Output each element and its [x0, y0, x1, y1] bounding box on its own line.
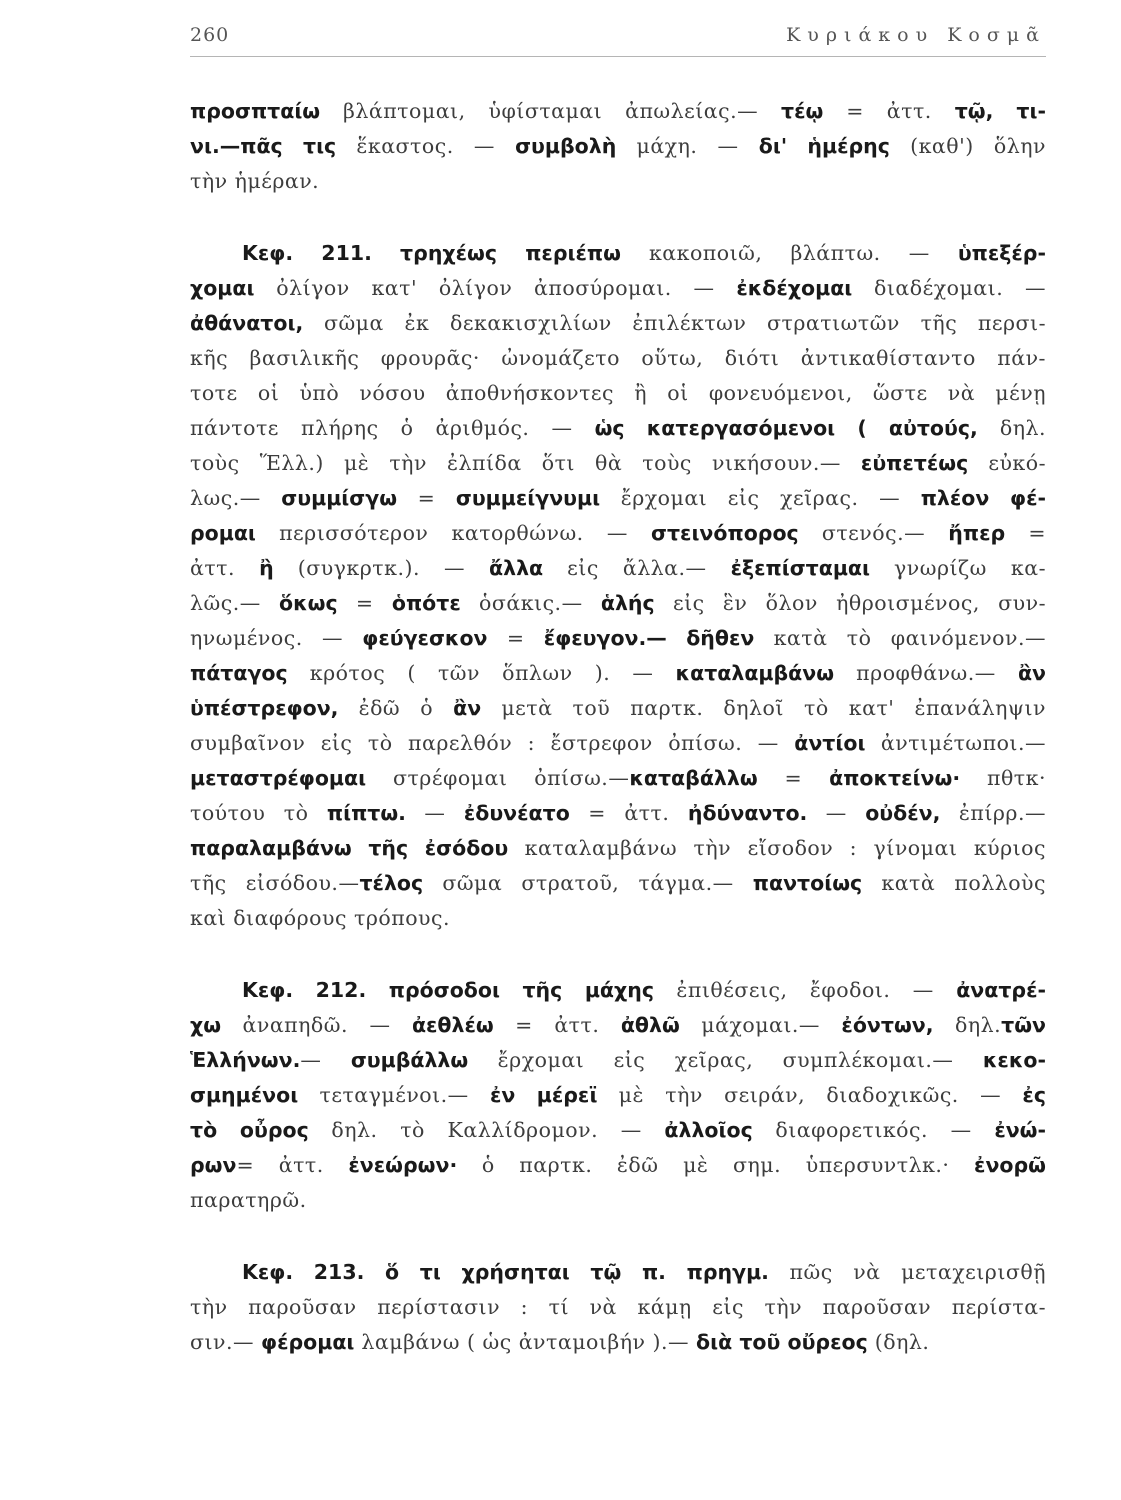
gloss-text: περισσότερον κατορθώνω. — — [255, 521, 651, 545]
headword: ὁπότε — [391, 591, 461, 615]
gloss-text: γνωρίζω κα- — [870, 556, 1046, 580]
gloss-text: κρότος ( τῶν ὅπλων ). — — [287, 661, 676, 685]
headword: ἐδυνέατο — [463, 801, 570, 825]
gloss-text: = — [757, 766, 830, 790]
text-line — [190, 236, 1046, 271]
text-line — [190, 411, 1046, 446]
text-line — [190, 586, 1046, 621]
text-line — [190, 376, 1046, 411]
headword: ἀθάνατοι, — [190, 311, 304, 335]
glossary-paragraph — [190, 973, 1046, 1218]
gloss-text: λως.— — [190, 486, 282, 510]
text-line — [190, 306, 1046, 341]
headword: Ἑλλήνων. — [190, 1048, 301, 1072]
text-line — [190, 656, 1046, 691]
text-line — [190, 796, 1046, 831]
glossary-body — [190, 94, 1046, 1360]
headword: ὑπέστρεφον, — [190, 696, 339, 720]
headword: οὐδέν, — [865, 801, 941, 825]
paragraph-gap — [190, 199, 1046, 236]
headword: μεταστρέφομαι — [190, 766, 367, 790]
text-line — [190, 621, 1046, 656]
gloss-text: διαφορετικός. — — [752, 1118, 995, 1142]
headword: πίπτω. — [326, 801, 406, 825]
gloss-text: ὁσάκις.— — [460, 591, 601, 615]
headword: ἐνεώρων· — [348, 1153, 458, 1177]
text-line — [190, 1325, 1046, 1360]
headword: ἢ — [259, 556, 274, 580]
headword: ἠδύναντο. — [687, 801, 808, 825]
headword: κεκο- — [982, 1048, 1046, 1072]
gloss-text: συμβαῖνον εἰς τὸ παρελθόν : ἔστρεφον ὀπίσω. — — [190, 731, 795, 755]
gloss-text: τούτου τὸ — [190, 801, 327, 825]
gloss-text: σῶμα ἐκ δεκακισχιλίων ἐπιλέκτων στρατιωτῶν τῆς περσι- — [303, 311, 1046, 335]
headword: στεινόπορος — [650, 521, 799, 545]
headword: ἐξεπίσταμαι — [730, 556, 871, 580]
gloss-text: ἔρχομαι εἰς χεῖρας. — — [600, 486, 921, 510]
text-line — [190, 481, 1046, 516]
gloss-text: ἐπιθέσεις, ἔφοδοι. — — [653, 978, 957, 1002]
gloss-text: δηλ. — [977, 416, 1046, 440]
headword: τὸ οὖρος — [190, 1118, 309, 1142]
gloss-text: τοὺς Ἕλλ.) μὲ τὴν ἐλπίδα ὅτι θὰ τοὺς νικήσουν.— — [190, 451, 861, 475]
gloss-text: παρατηρῶ. — [190, 1188, 307, 1212]
glossary-paragraph — [190, 94, 1046, 199]
text-line — [190, 866, 1046, 901]
text-line — [190, 726, 1046, 761]
book-page — [190, 18, 1046, 1478]
gloss-text: μάχη. — — [616, 134, 759, 158]
headword: ἀποκτείνω· — [829, 766, 961, 790]
headword: ἀνατρέ- — [956, 978, 1046, 1002]
headword: ἔφευγον.— δῆθεν — [543, 626, 755, 650]
gloss-text: = — [397, 486, 456, 510]
headword: ὅκως — [279, 591, 338, 615]
gloss-text: (καθ') ὅλην — [889, 134, 1046, 158]
text-line — [190, 1008, 1046, 1043]
headword: συμμείγνυμι — [455, 486, 601, 510]
text-line — [190, 446, 1046, 481]
gloss-text: καὶ διαφόρους τρόπους. — [190, 906, 450, 930]
gloss-text: ἐπίρρ.— — [940, 801, 1046, 825]
headword: χω — [190, 1013, 222, 1037]
gloss-text: ἀντιμέτωποι.— — [865, 731, 1046, 755]
headword: ἐς — [1022, 1083, 1046, 1107]
paragraph-gap — [190, 1218, 1046, 1255]
gloss-text: ἕκαστος. — — [336, 134, 516, 158]
headword: παντοίως — [752, 871, 863, 895]
gloss-text: κῆς βασιλικῆς φρουρᾶς· ὠνομάζετο οὕτω, διότι ἀντικαθίσταντο πάν- — [190, 346, 1046, 370]
headword: Κεφ. 213. ὅ τι χρήσηται τῷ π. πρηγμ. — [242, 1260, 769, 1284]
text-line — [190, 1255, 1046, 1290]
headword: τῷ, τι- — [954, 99, 1046, 123]
text-line — [190, 551, 1046, 586]
text-line — [190, 94, 1046, 129]
text-line — [190, 761, 1046, 796]
gloss-text: ηνωμένος. — — [190, 626, 363, 650]
headword: φέρομαι — [261, 1330, 355, 1354]
text-line — [190, 164, 1046, 199]
gloss-text: = ἀττ. — [823, 99, 955, 123]
headword: συμμίσγω — [281, 486, 398, 510]
gloss-text: πάντοτε πλήρης ὁ ἀριθμός. — — [190, 416, 595, 440]
headword: ρομαι — [190, 521, 256, 545]
gloss-text: = ἀττ. — [569, 801, 688, 825]
headword: συμβολὴ — [515, 134, 617, 158]
gloss-text: (δηλ. — [867, 1330, 930, 1354]
gloss-text: = ἀττ. — [493, 1013, 621, 1037]
headword: ἐνώ- — [994, 1118, 1046, 1142]
headword: Κεφ. 212. πρόσοδοι τῆς μάχης — [242, 978, 654, 1002]
headword: δι' ἡμέρης — [758, 134, 890, 158]
gloss-text: = ἀττ. — [236, 1153, 349, 1177]
text-line — [190, 271, 1046, 306]
gloss-text: διαδέχομαι. — — [852, 276, 1046, 300]
headword: ἀθλῶ — [620, 1013, 680, 1037]
gloss-text: προφθάνω.— — [834, 661, 1018, 685]
headword: ἀεθλέω — [411, 1013, 494, 1037]
gloss-text: = — [487, 626, 544, 650]
page-number: 260 — [190, 24, 230, 46]
gloss-text: (συγκρτκ.). — — [273, 556, 490, 580]
gloss-text: ὀλίγον κατ' ὀλίγον ἀποσύρομαι. — — [254, 276, 737, 300]
gloss-text: ἐδῶ ὁ — [338, 696, 454, 720]
gloss-text: μετὰ τοῦ παρτκ. δηλοῖ τὸ κατ' ἐπανάληψιν — [481, 696, 1046, 720]
gloss-text: ὁ παρτκ. ἐδῶ μὲ σημ. ὑπερσυντλκ.· — [457, 1153, 975, 1177]
headword: ἤπερ — [948, 521, 1006, 545]
text-line — [190, 516, 1046, 551]
headword: διὰ τοῦ οὔρεος — [696, 1330, 868, 1354]
text-line — [190, 691, 1046, 726]
text-line — [190, 1043, 1046, 1078]
gloss-text: — — [300, 1048, 351, 1072]
gloss-text: εἰς ἄλλα.— — [543, 556, 731, 580]
gloss-text: εὐκό- — [968, 451, 1046, 475]
headword: τῶν — [1001, 1013, 1046, 1037]
headword: ἀντίοι — [794, 731, 866, 755]
gloss-text: μάχομαι.— — [679, 1013, 842, 1037]
headword: φεύγεσκον — [362, 626, 488, 650]
gloss-text: τοτε οἱ ὑπὸ νόσου ἀποθνήσκοντες ἢ οἱ φονευόμενοι, ὥστε νὰ μένῃ — [190, 381, 1046, 405]
headword: πάταγος — [190, 661, 288, 685]
text-line — [190, 901, 1046, 936]
gloss-text: πῶς νὰ μεταχειρισθῇ — [768, 1260, 1046, 1284]
headword: πλέον φέ- — [920, 486, 1046, 510]
gloss-text: = — [1005, 521, 1046, 545]
headword: προσπταίω — [190, 99, 321, 123]
gloss-text: σιν.— — [190, 1330, 262, 1354]
gloss-text: τὴν ἡμέραν. — [190, 169, 320, 193]
headword: ἐν μέρεϊ — [489, 1083, 598, 1107]
gloss-text: κακοποιῶ, βλάπτω. — — [620, 241, 958, 265]
gloss-text: — — [807, 801, 866, 825]
paragraph-gap — [190, 936, 1046, 973]
text-line — [190, 1183, 1046, 1218]
gloss-text: κατὰ πολλοὺς — [862, 871, 1046, 895]
text-line — [190, 831, 1046, 866]
running-header — [190, 18, 1046, 57]
headword: τέῳ — [781, 99, 824, 123]
headword: συμβάλλω — [350, 1048, 469, 1072]
headword: ἐόντων, — [841, 1013, 934, 1037]
gloss-text: εἰς ἓν ὅλον ἠθροισμένος, συν- — [654, 591, 1046, 615]
gloss-text: = — [337, 591, 392, 615]
headword: χομαι — [190, 276, 255, 300]
headword: ἂν — [1017, 661, 1046, 685]
text-line — [190, 973, 1046, 1008]
gloss-text: τὴν παροῦσαν περίστασιν : τί νὰ κάμῃ εἰς τὴν παροῦσαν περίστα- — [190, 1295, 1046, 1319]
headword: καταβάλλω — [629, 766, 758, 790]
headword: ἂν — [453, 696, 482, 720]
gloss-text: κατὰ τὸ φαινόμενον.— — [754, 626, 1046, 650]
text-line — [190, 341, 1046, 376]
gloss-text: βλάπτομαι, ὑφίσταμαι ἀπωλείας.— — [320, 99, 782, 123]
headword: Κεφ. 211. τρηχέως περιέπω — [242, 241, 621, 265]
text-line — [190, 1148, 1046, 1183]
text-line — [190, 129, 1046, 164]
gloss-text: τεταγμένοι.— — [298, 1083, 490, 1107]
glossary-paragraph — [190, 236, 1046, 936]
text-line — [190, 1078, 1046, 1113]
gloss-text: λαμβάνω ( ὡς ἀνταμοιβήν ).— — [354, 1330, 697, 1354]
gloss-text: ἀναπηδῶ. — — [221, 1013, 412, 1037]
headword: ὡς κατεργασόμενοι ( αὐτούς, — [594, 416, 978, 440]
gloss-text: τῆς εἰσόδου.— — [190, 871, 360, 895]
gloss-text: λῶς.— — [190, 591, 279, 615]
headword: τέλος — [359, 871, 424, 895]
gloss-text: πθτκ· — [960, 766, 1046, 790]
gloss-text: δηλ. τὸ Καλλίδρομον. — — [308, 1118, 665, 1142]
gloss-text: καταλαμβάνω τὴν εἴσοδον : γίνομαι κύριος — [508, 836, 1046, 860]
gloss-text: στρέφομαι ὀπίσω.— — [366, 766, 630, 790]
headword: εὐπετέως — [860, 451, 969, 475]
gloss-text: στενός.— — [798, 521, 949, 545]
gloss-text: δηλ. — [933, 1013, 1002, 1037]
headword: ἁλής — [600, 591, 655, 615]
glossary-paragraph — [190, 1255, 1046, 1360]
gloss-text: — — [405, 801, 464, 825]
gloss-text: ἔρχομαι εἰς χεῖρας, συμπλέκομαι.— — [468, 1048, 983, 1072]
headword: ἐκδέχομαι — [736, 276, 853, 300]
headword: νι.—πᾶς τις — [190, 134, 337, 158]
headword: ἀλλοῖος — [664, 1118, 753, 1142]
headword: ρων — [190, 1153, 237, 1177]
text-line — [190, 1290, 1046, 1325]
headword: παραλαμβάνω τῆς ἐσόδου — [190, 836, 509, 860]
gloss-text: σῶμα στρατοῦ, τάγμα.— — [423, 871, 753, 895]
headword: ἄλλα — [489, 556, 544, 580]
running-title: Κυριάκου Κοσμᾶ — [786, 24, 1046, 46]
gloss-text: ἀττ. — [190, 556, 260, 580]
text-line — [190, 1113, 1046, 1148]
headword: σμημένοι — [190, 1083, 299, 1107]
headword: καταλαμβάνω — [675, 661, 835, 685]
headword: ἐνορῶ — [974, 1153, 1046, 1177]
headword: ὑπεξέρ- — [957, 241, 1046, 265]
gloss-text: μὲ τὴν σειράν, διαδοχικῶς. — — [597, 1083, 1023, 1107]
